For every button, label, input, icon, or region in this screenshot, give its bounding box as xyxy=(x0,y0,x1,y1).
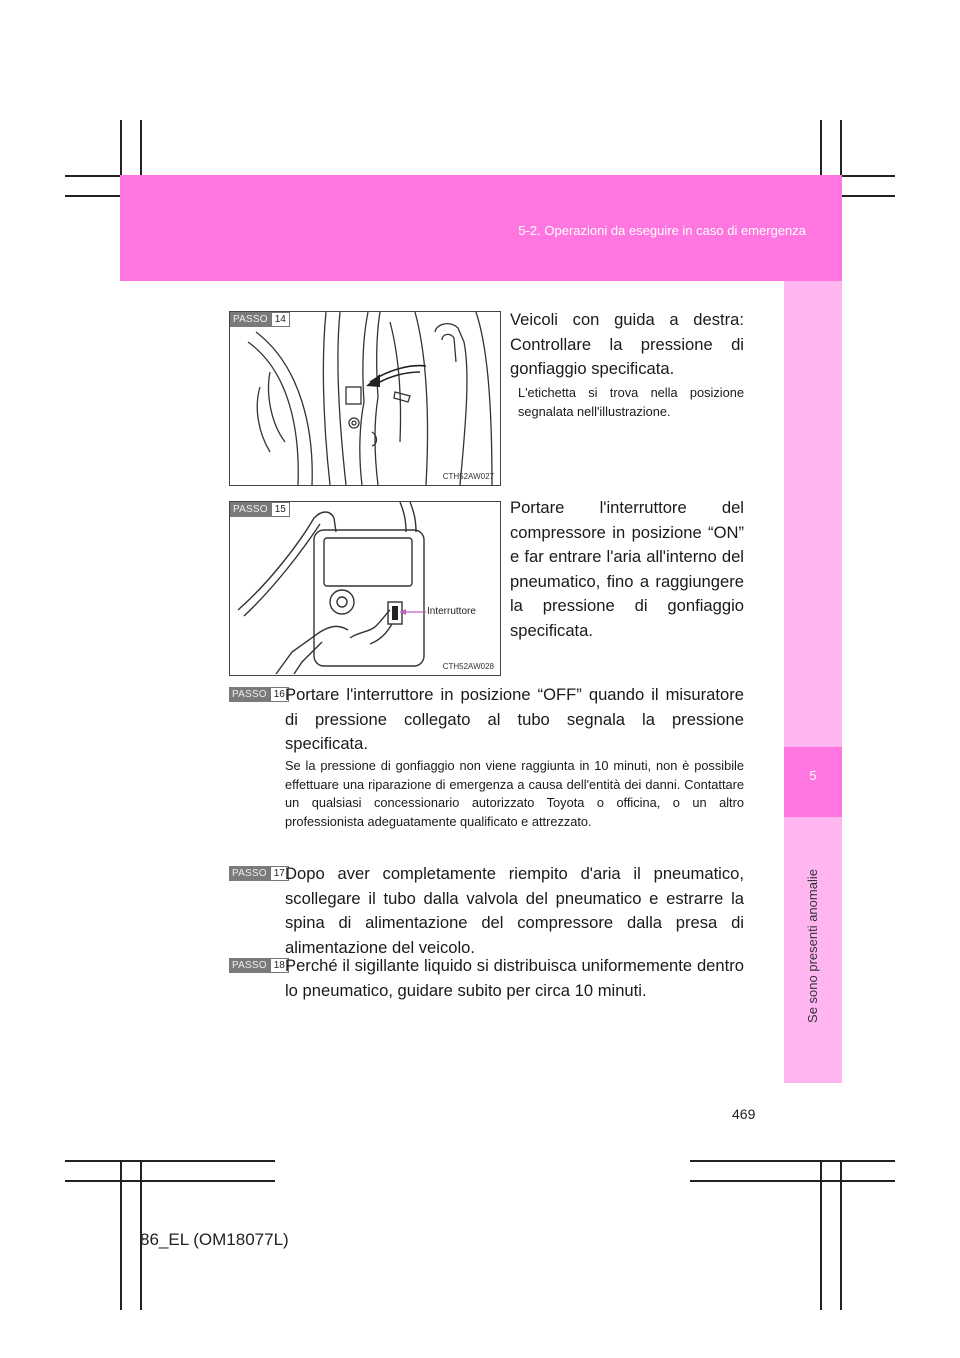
section-title: 5-2. Operazioni da eseguire in caso di emergenza xyxy=(518,223,806,238)
step-badge-number: 18 xyxy=(270,958,289,973)
crop-mark xyxy=(65,1160,275,1162)
figure-step-15 xyxy=(229,501,501,676)
step-badge xyxy=(230,312,290,327)
step-badge-number: 14 xyxy=(271,312,290,327)
document-code: 86_EL (OM18077L) xyxy=(140,1230,289,1249)
step-16-note: Se la pressione di gonfiaggio non viene raggiunta in 10 minuti, non è possibile effettuare una riparazione di emergenza a causa dell'entità dei danni. Contattare un qualsiasi concessionario autorizzato Toyota o officina, o un altro professionista adeguatamente qualificato e attrezzato. xyxy=(285,758,744,829)
step-badge-label: PASSO xyxy=(229,958,270,973)
chapter-title-vertical xyxy=(801,826,825,1066)
step-17-text: Dopo aver completamente riempito d'aria il pneumatico, scollegare il tubo dalla valvola del pneumatico e estrarre la spina di alimentazione del compressore dalla presa di alimentazione del veicolo. xyxy=(285,864,744,957)
step-badge-17 xyxy=(229,866,289,881)
step-badge-number: 15 xyxy=(271,502,290,517)
step-badge-label: PASSO xyxy=(229,866,270,881)
page-number: 469 xyxy=(732,1106,756,1122)
crop-mark xyxy=(820,1160,822,1310)
step-18-text: Perché il sigillante liquido si distribuisca uniformemente dentro lo pneumatico, guidare subito per circa 10 minuti. xyxy=(285,956,744,1000)
door-pillar-illustration xyxy=(230,312,500,485)
step-badge-16 xyxy=(229,687,289,702)
crop-mark xyxy=(690,1180,895,1182)
crop-mark xyxy=(690,1160,895,1162)
compressor-illustration xyxy=(230,502,500,675)
step-badge-number: 16 xyxy=(270,687,289,702)
step-14-note: L'etichetta si trova nella posizione segnalata nell'illustrazione. xyxy=(518,385,744,419)
crop-mark xyxy=(120,1160,122,1310)
figure-code: CTH52AW027 xyxy=(442,472,494,481)
step-badge-label: PASSO xyxy=(230,312,271,327)
crop-mark xyxy=(65,1180,275,1182)
step-16-text: Portare l'interruttore in posizione “OFF” quando il misuratore di pressione collegato al tubo segnala la pressione specificata. xyxy=(285,685,744,754)
chapter-title: Se sono presenti anomalie xyxy=(805,869,820,1023)
step-14-text: Veicoli con guida a destra: Controllare la pressione di gonfiaggio specificata. xyxy=(510,310,744,379)
step-badge-label: PASSO xyxy=(229,687,270,702)
switch-callout: Interruttore xyxy=(427,606,476,617)
chapter-number: 5 xyxy=(809,768,817,783)
figure-code: CTH52AW028 xyxy=(442,662,494,671)
crop-mark xyxy=(840,1160,842,1310)
step-badge xyxy=(230,502,290,517)
figure-step-14 xyxy=(229,311,501,486)
step-badge-18 xyxy=(229,958,289,973)
step-badge-number: 17 xyxy=(270,866,289,881)
step-15-text: Portare l'interruttore del compressore in posizione “ON” e far entrare l'aria all'interno del pneumatico, fino a raggiungere la pressione di gonfiaggio specificata. xyxy=(510,498,744,640)
header-band xyxy=(120,175,842,281)
step-badge-label: PASSO xyxy=(230,502,271,517)
